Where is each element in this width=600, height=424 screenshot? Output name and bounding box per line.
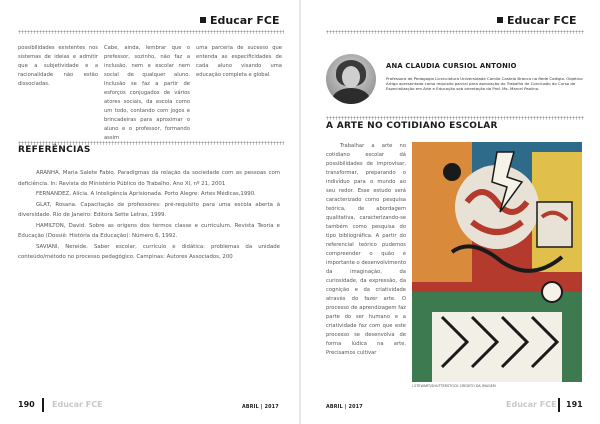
column-3-text: uma parceria de sucesso que entenda as especificidades de cada aluno visando uma educação completa e global.: [196, 45, 282, 78]
footer-date: ABRIL | 2017: [326, 405, 363, 410]
reference-item: HAMILTON, David. Sobre as origens dos termos classe e curriculum. Revista Teoria e Educação (Dossiê: História da Educação): Número 6, 1992.: [18, 222, 280, 239]
left-header: [200, 14, 280, 27]
author-avatar: [326, 54, 376, 104]
footer-divider: [558, 398, 560, 412]
left-column-2: [104, 44, 190, 143]
image-caption: I.STEWART/SHUTTERSTOCK CREDITO DA IMAGEM: [412, 384, 496, 388]
street-art-image: [412, 142, 582, 382]
left-column-1: [18, 44, 98, 89]
column-1-text: possibilidades existentes nos sistemas de ideias e admitir que a subjetividade e a racionalidade não estão dissociadas.: [18, 45, 98, 87]
right-footer-pnum-wrap: [566, 400, 583, 409]
article-body: [326, 142, 406, 358]
page-number: 190: [18, 400, 35, 409]
article-heading: A ARTE NO COTIDIANO ESCOLAR: [326, 121, 498, 131]
header-square-icon: [200, 17, 206, 23]
footer-brand: Educar FCE: [52, 400, 103, 409]
left-footer-brand-wrap: [52, 400, 103, 409]
left-header-title: Educar FCE: [210, 14, 280, 27]
author-bio: Professora de Pedagogia Licenciatura Universidade Camilo Castelo Branco na Rede Colégio. Objetivo Artigo apresentado como requisito parcial para aprovação do Trabalho de Conclusão do Curso de Especialização em Arte e Educação sob orientação do Prof. Ms. Marcel Paolino.: [386, 76, 583, 92]
author-name: ANA CLAUDIA CURSIOL ANTONIO: [386, 62, 517, 70]
section-dotted-rule: [326, 116, 584, 120]
column-2-text: Cabe, ainda, lembrar que o prefessor, sozinho, não faz a inclusão, nem e escolar nem social de qualquer aluno. Inclusão se faz a partir de esforços conjugados de vários atores sociais, da escola como um todo, contando com jogos e brincadeiras para aproximar o aluno e o professor, formando assim: [104, 45, 190, 141]
footer-brand: Educar FCE: [506, 400, 557, 409]
references-heading: REFERÊNCIAS: [18, 145, 91, 155]
left-footer: [18, 400, 35, 409]
reference-item: SAVIANI, Nereide. Saber escolar, currículo e didática: problemas da unidade conteúdo/método no processo pedagógico. Campinas: Autores Associados, 200: [18, 243, 280, 260]
reference-item: GLAT, Rosana. Capacitação de professores: pré-requisito para uma escola aberta à diversidade. Rio de Janeiro: Editora Sette Letras, 1999.: [18, 201, 280, 218]
right-footer-brand-wrap: [506, 400, 557, 409]
right-header: [497, 14, 577, 27]
reference-item: ARANHA, Maria Salete Fabio. Paradigmas da relação da sociedade com as pessoas com deficiência. In: Revista do Ministério Público do Trabalho, Ano XI, nº 21, 2001: [18, 170, 280, 187]
page-number: 191: [566, 400, 583, 409]
left-footer-date-wrap: [242, 402, 279, 410]
left-header-dotted-rule: [18, 30, 284, 34]
reference-item: FERNANDEZ, Alícia. A Inteligência Aprisionada. Porto Alegre: Artes Médicas,1990.: [36, 191, 256, 197]
right-header-title: Educar FCE: [507, 14, 577, 27]
right-header-dotted-rule: [326, 30, 584, 34]
header-square-icon: [497, 17, 503, 23]
footer-date: ABRIL | 2017: [242, 405, 279, 410]
footer-divider: [42, 398, 44, 412]
references-list: [18, 168, 280, 263]
article-body-text: Trabalhar a arte no cotidiano escolar dá possibilidades de improvisar, transformar, preparando o indivíduo para o mundo ao seu redor. Esse estudo será caracterizado como pesquisa teórica, de abordagem qualitativa, caracterizando-se também como pesquisa do tipo bibliográfica. A partir do referencial teórico pudemos compreender o quão é importante o desenvolvimento da imaginação, da curiosidade, da expressão, da cognição e da criatividade através do fazer arte. O processo de aprendizagem faz parte do ser humano e a criatividade faz com que este processo se desenvolva de forma lúdica na arte. Precisamos cultivar: [326, 143, 406, 356]
left-column-3: [196, 44, 282, 80]
right-footer-date-wrap: [326, 402, 363, 410]
